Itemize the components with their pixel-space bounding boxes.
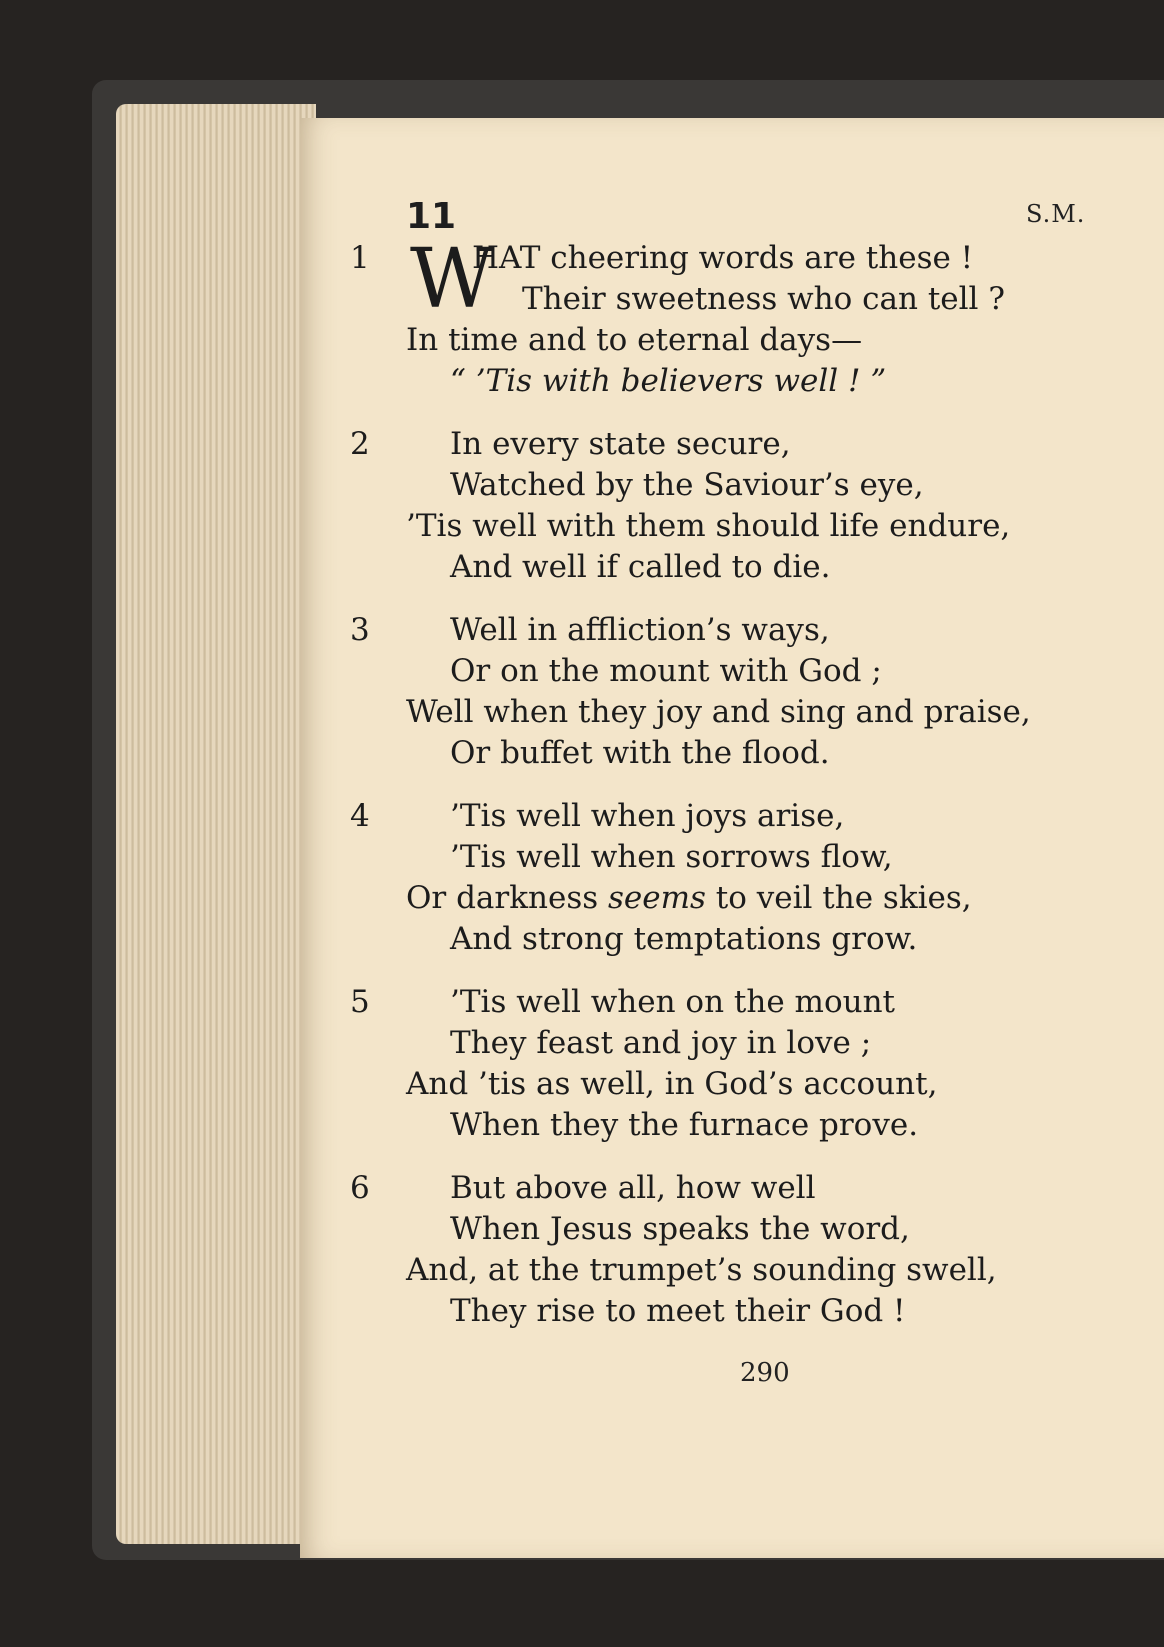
stanza-number: 4	[350, 798, 370, 834]
verse-line: But above all, how well	[450, 1170, 816, 1206]
stanza-4	[350, 796, 1130, 960]
verse-line: ’Tis well with them should life endure,	[406, 508, 1011, 544]
verse-line: Or on the mount with God ;	[450, 653, 882, 689]
verse-text: Or darkness	[406, 880, 599, 916]
verse-line: Well in affliction’s ways,	[450, 612, 830, 648]
verse-line: Well when they joy and sing and praise,	[406, 694, 1031, 730]
verse-text: to veil the skies,	[715, 880, 972, 916]
verse-line: When Jesus speaks the word,	[450, 1211, 910, 1247]
verse-line: “ ’Tis with believers well ! ”	[450, 363, 887, 399]
verse-line: And, at the trumpet’s sounding swell,	[406, 1252, 997, 1288]
verse-line: Or buffet with the flood.	[450, 735, 830, 771]
verse-line: Their sweetness who can tell ?	[522, 281, 1005, 317]
verse-line	[350, 878, 1130, 919]
stanza-6	[350, 1168, 1130, 1332]
verse-emphasis: seems	[608, 880, 706, 916]
stanza-number: 3	[350, 612, 370, 648]
book-page	[300, 118, 1164, 1558]
verse-line: And strong temptations grow.	[450, 921, 918, 957]
stanza-5	[350, 982, 1130, 1146]
verse-line: In time and to eternal days—	[406, 322, 863, 358]
verse-line: They rise to meet their God !	[450, 1293, 906, 1329]
verse-line: When they the furnace prove.	[450, 1107, 919, 1143]
verse-line: They feast and joy in love ;	[450, 1025, 872, 1061]
verse-line: ’Tis well when sorrows flow,	[450, 839, 893, 875]
drop-cap: W	[410, 232, 495, 327]
hymn-meter: S.M.	[1026, 200, 1086, 228]
verse-line: HAT cheering words are these !	[472, 240, 974, 276]
stanza-number: 2	[350, 426, 370, 462]
verse-line: And well if called to die.	[450, 549, 831, 585]
verse-line: And ’tis as well, in God’s account,	[406, 1066, 938, 1102]
verse-line: ’Tis well when joys arise,	[450, 798, 845, 834]
hymn-verses	[350, 232, 1130, 1354]
stanza-number: 1	[350, 240, 370, 276]
stanza-number: 5	[350, 984, 370, 1020]
stanza-number: 6	[350, 1170, 370, 1206]
page-edges	[116, 104, 316, 1544]
verse-line: Watched by the Saviour’s eye,	[450, 467, 924, 503]
page-number: 290	[740, 1358, 790, 1388]
stanza-1	[350, 232, 1130, 402]
hymn-number: 11	[406, 196, 457, 237]
verse-line: ’Tis well when on the mount	[450, 984, 895, 1020]
stanza-2	[350, 424, 1130, 588]
stanza-3	[350, 610, 1130, 774]
verse-line: In every state secure,	[450, 426, 791, 462]
